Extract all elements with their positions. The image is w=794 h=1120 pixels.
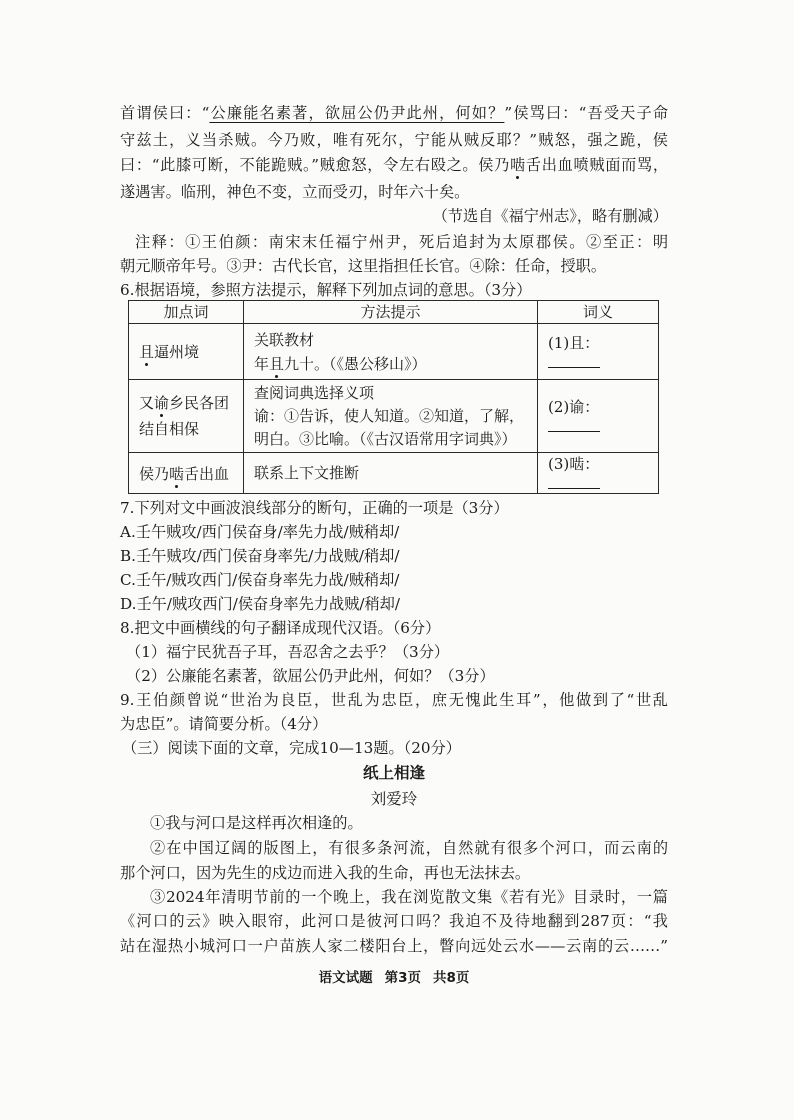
answer-label: (2)谕： xyxy=(548,398,600,416)
hint-cell xyxy=(244,380,538,453)
hint-cell xyxy=(244,324,538,380)
word-line xyxy=(139,390,233,416)
header-meaning: 词义 xyxy=(538,301,659,324)
option-d: D.壬午/贼攻西门/侯奋身率先力战贼/稍却/ xyxy=(120,595,400,613)
answer-cell xyxy=(538,324,659,380)
table-row xyxy=(129,324,659,380)
paragraph-1-line: ①我与河口是这样再次相逢的。 xyxy=(150,814,363,832)
hint-line: 联系上下文推断 xyxy=(254,464,360,482)
option-c: C.壬午/贼攻西门/侯奋身率先力战/贼稍却/ xyxy=(120,571,400,589)
footer-page-total: 共8页 xyxy=(433,970,470,986)
answer-label: (1)且： xyxy=(548,333,600,352)
answer-blank xyxy=(548,474,600,489)
section-3-heading: （三）阅读下面的文章，完成10—13题。（20分） xyxy=(122,739,461,757)
underlined-sentence: 公廉能名素著，欲屈公仍尹此州，何如？ xyxy=(209,104,505,122)
table-header-row xyxy=(129,301,659,324)
footer-subject: 语文试题 xyxy=(318,970,373,986)
paragraph-3-line: ③2024年清明节前的一个晚上，我在浏览散文集《若有光》目录时，一篇 xyxy=(150,888,668,906)
word-text: 舌出血 xyxy=(184,464,230,483)
dotted-word: 且 xyxy=(139,343,155,361)
paragraph-3-line: 《河口的云》映入眼帘，此河口是彼河口吗？我迫不及待地翻到287页：“我 xyxy=(120,912,668,930)
passage-text: 曰：“此膝可断，不能跪贼。”贼愈怒，令左右殴之。侯乃 xyxy=(120,156,511,174)
passage-line-1 xyxy=(120,103,668,123)
article-author: 刘爱玲 xyxy=(370,790,418,808)
question-7-stem: 7.下列对文中画波浪线部分的断句，正确的一项是（3分） xyxy=(120,499,509,517)
notes-line-2: 朝元顺帝年号。③尹：古代长官，这里指担任长官。④除：任命，授职。 xyxy=(120,257,606,275)
option-b: B.壬午贼攻/西门侯奋身率先/力战贼/稍却/ xyxy=(120,547,400,565)
hint-line: 谕：①告诉，使人知道。②知道，了解， xyxy=(254,406,525,425)
word-cell xyxy=(129,453,244,494)
word-text: 逼州境 xyxy=(154,343,200,361)
passage-text: ”侯骂曰：“吾受天子命 xyxy=(504,104,669,122)
header-dotted-word: 加点词 xyxy=(129,301,244,324)
hint-line xyxy=(254,352,527,376)
dotted-word: 啮 xyxy=(169,464,185,483)
word-text: 乡民各团 xyxy=(169,394,230,412)
question-6-stem: 6.根据语境，参照方法提示，解释下列加点词的意思。（3分） xyxy=(120,281,532,299)
paragraph-2-line: ②在中国辽阔的版图上，有很多条河流，自然就有很多个河口，而云南的 xyxy=(150,839,668,857)
table-row xyxy=(129,453,659,494)
hint-text: 年 xyxy=(254,354,270,373)
dotted-word: 且 xyxy=(269,354,285,373)
hint-cell xyxy=(244,453,538,494)
word-cell xyxy=(129,324,244,380)
dotted-word: 啮 xyxy=(510,156,526,174)
word-text: 又 xyxy=(139,394,155,412)
passage-line-2: 守兹土，义当杀贼。今乃败，唯有死尔，宁能从贼反耶？”贼怒，强之跪，侯 xyxy=(120,131,668,149)
passage-line-3 xyxy=(120,155,668,175)
answer-cell xyxy=(538,380,659,453)
word-line: 结自相保 xyxy=(139,420,200,438)
passage-source: （节选自《福宁州志》，略有删减） xyxy=(432,207,668,225)
option-a: A.壬午贼攻/西门侯奋身/率先力战/贼稍却/ xyxy=(120,523,400,541)
answer-cell xyxy=(538,453,659,494)
page-footer xyxy=(120,968,668,988)
hint-line: 明白。③比喻。（《古汉语常用字词典》） xyxy=(254,429,517,448)
hint-line: 查阅词典选择义项 xyxy=(254,383,375,402)
passage-line-4: 遂遇害。临刑，神色不变，立而受刃，时年六十矣。 xyxy=(120,183,470,201)
answer-blank xyxy=(548,417,600,432)
table-row xyxy=(129,380,659,453)
question-8-item-1: （1）福宁民犹吾子耳，吾忍舍之去乎？（3分） xyxy=(126,643,450,661)
question-9-line-2: 为忠臣”。请简要分析。（4分） xyxy=(120,715,328,733)
header-method-hint: 方法提示 xyxy=(244,301,538,324)
paragraph-2-line: 那个河口，因为先生的戍边而进入我的生命，再也无法抹去。 xyxy=(120,864,531,882)
article-title: 纸上相逢 xyxy=(362,764,425,782)
answer-label: (3)啮： xyxy=(548,455,600,473)
passage-text: 首谓侯曰：“ xyxy=(120,104,210,122)
paragraph-3-line: 站在湿热小城河口一户苗族人家二楼阳台上，瞥向远处云水——云南的云……” xyxy=(120,937,668,955)
answer-blank xyxy=(548,353,600,368)
hint-line: 关联教材 xyxy=(254,330,315,349)
notes-line-1: 注释：①王伯颜：南宋末任福宁州尹，死后追封为太原郡侯。②至正：明 xyxy=(135,233,668,251)
question-9-line-1: 9.王伯颜曾说“世治为良臣，世乱为忠臣，庶无愧此生耳”，他做到了“世乱 xyxy=(120,691,668,709)
passage-text: 舌出血喷贼面而骂， xyxy=(525,156,669,174)
word-cell xyxy=(129,380,244,453)
question-8-item-2: （2）公廉能名素著，欲屈公仍尹此州，何如？（3分） xyxy=(126,667,495,685)
hint-text: 九十。（《愚公移山》） xyxy=(284,354,427,373)
word-text: 侯乃 xyxy=(139,464,170,483)
question-6-table xyxy=(128,300,659,494)
footer-page-number: 第3页 xyxy=(384,970,421,986)
question-8-stem: 8.把文中画横线的句子翻译成现代汉语。（6分） xyxy=(120,619,441,637)
dotted-word: 谕 xyxy=(154,394,170,412)
